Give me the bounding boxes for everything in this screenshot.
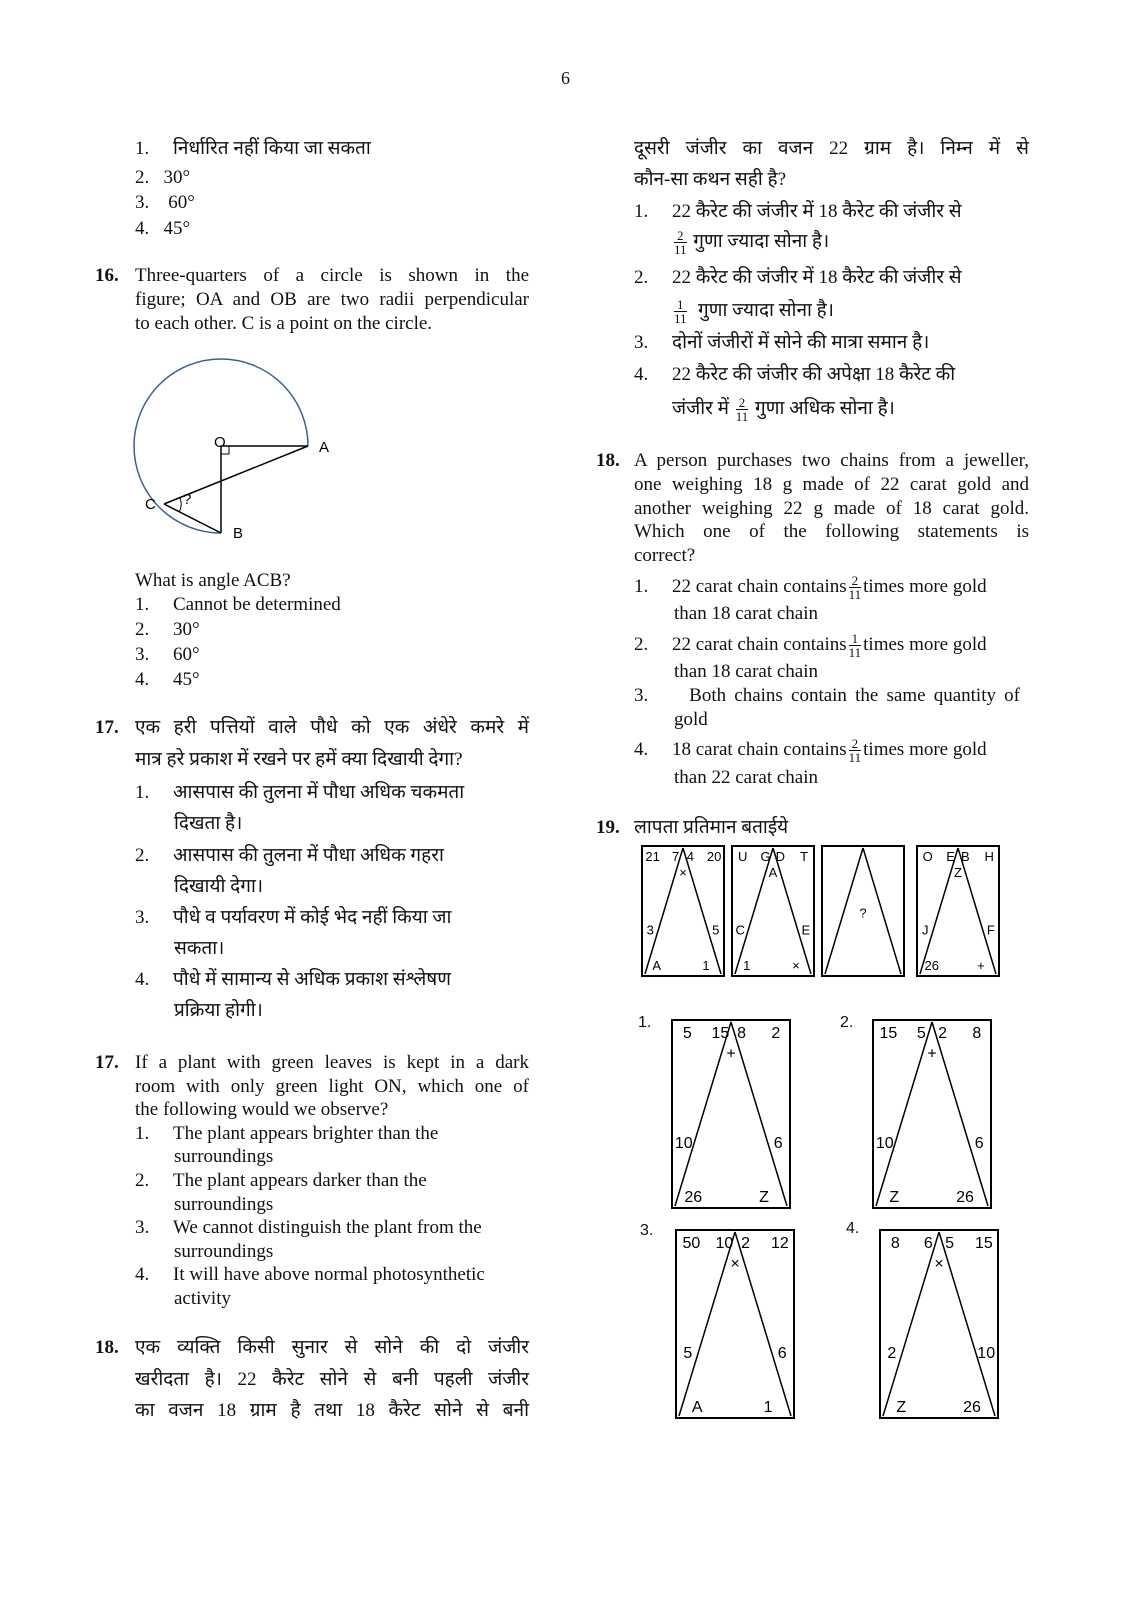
q19-option-box-4-mid-right: 10	[977, 1344, 996, 1362]
q19-question-box-2-top-mid-right: D	[775, 849, 786, 864]
q19-option-box-1-top-right: 2	[771, 1025, 781, 1042]
q18-en-option-3: 3. Both chains contain the same quantity of	[634, 685, 1021, 706]
q19-option-box-1-top-mid-left: 15	[711, 1025, 730, 1042]
q19-question-box-2-top-left: U	[737, 849, 748, 864]
q19-option-box-3-mid-right: 6	[777, 1344, 787, 1362]
q19-question-box-4-mark: Z	[954, 865, 962, 881]
q19-question-box-1-bottom-right: 1	[702, 958, 710, 973]
q18-en-option-1: 1. 22 carat chain contains $\frac{2}{11}$ times more gold	[634, 573, 987, 602]
q18-en-text-4: Which one of the following statements is	[634, 521, 1029, 542]
q19-option-box-3-top-left: 50	[682, 1235, 701, 1252]
q18-en-number: 18.	[596, 450, 620, 471]
q15-option-1: 1. निर्धारित नहीं किया जा सकता	[135, 138, 371, 159]
q18-hi-cont-text-1: दूसरी जंजीर का वजन 22 ग्राम है। निम्न में से	[634, 138, 1029, 159]
q19-option-box-2-bottom-left: Z	[889, 1189, 900, 1206]
q19-question-box-2-bottom-right: ×	[792, 958, 800, 973]
q19-question-box-1-mid-right: 5	[712, 922, 720, 938]
q17-en-option-3-cont: surroundings	[174, 1241, 274, 1262]
q19-option-box-4-bottom-left: Z	[896, 1399, 907, 1416]
q18-hi-number: 18.	[95, 1337, 119, 1358]
q19-question-box-1-top-mid-right: 4	[686, 849, 694, 864]
q16-question: What is angle ACB?	[135, 570, 291, 591]
q17-en-option-4-cont: activity	[174, 1288, 231, 1309]
q19-question-box-3-missing: ?	[859, 905, 867, 921]
q19-question-box-1-right-line	[683, 848, 721, 974]
q18-en-text-1: A person purchases two chains from a jeweller,	[634, 450, 1029, 471]
q16-option-4: 4. 45°	[135, 669, 200, 690]
q19-question-box-4-top-mid-right: B	[961, 849, 970, 864]
q17-en-option-2-cont: surroundings	[174, 1194, 274, 1215]
q19-option-box-1-right-line	[731, 1022, 787, 1206]
q17-hi-text-2: मात्र हरे प्रकाश में रखने पर हमें क्या दिखायी देगा?	[135, 749, 463, 770]
q18-hi-option-1-cont: $\frac{2}{11}$ गुणा ज्यादा सोना है।	[674, 228, 830, 257]
q16-option-2: 2. 30°	[135, 619, 200, 640]
q17-en-text-2: room with only green light ON, which one of	[135, 1076, 529, 1097]
q18-hi-option-2: 2. 22 कैरेट की जंजीर में 18 कैरेट की जंजीर से	[634, 267, 962, 288]
q18-en-text-2: one weighing 18 g made of 22 carat gold and	[634, 474, 1029, 495]
q19-option-box-3-bottom-right: 1	[763, 1399, 773, 1416]
q19-question-box-2-top-mid-left: G	[760, 849, 771, 864]
q19-option-box-4-top-right: 15	[974, 1235, 993, 1252]
q19-option-box-2-top-left: 15	[879, 1025, 898, 1042]
q19-option-box-2-bottom-right: 26	[956, 1189, 974, 1206]
q19-option-box-4-right-line	[939, 1232, 995, 1416]
q17-hi-option-2: 2. आसपास की तुलना में पौधा अधिक गहरा	[135, 845, 444, 866]
q18-en-option-2-cont: than 18 carat chain	[674, 661, 819, 682]
q19-question-box-4-bottom-right: +	[977, 958, 985, 973]
q18-hi-cont-text-2: कौन-सा कथन सही है?	[634, 169, 787, 190]
q16-circle-figure	[130, 355, 350, 555]
q19-option-box-4-bottom-right: 26	[963, 1399, 981, 1416]
q17-hi-option-4-cont: प्रक्रिया होगी।	[174, 1000, 263, 1021]
q19-option-box-2-right-line	[932, 1022, 988, 1206]
q19-option-label-2: 2.	[840, 1014, 854, 1031]
q18-en-option-2: 2. 22 carat chain contains $\frac{1}{11}$ times more gold	[634, 631, 987, 660]
q18-hi-option-4-cont: जंजीर में $\frac{2}{11}$ गुणा अधिक सोना है।	[672, 395, 895, 424]
q19-question-box-1-mid-left: 3	[646, 922, 654, 938]
q19-question-box-2-mid-left: C	[735, 922, 745, 938]
q19-option-box-3-mark: ×	[730, 1255, 740, 1273]
q19-option-box-2-top-mid-right: 2	[938, 1025, 948, 1042]
q16-option-3: 3. 60°	[135, 644, 200, 665]
q19-question-box-4-top-mid-left: E	[946, 849, 955, 864]
q18-hi-option-2-cont: $\frac{1}{11}$ गुणा ज्यादा सोना है।	[674, 297, 834, 326]
q15-option-3: 3. 60°	[135, 192, 195, 213]
q19-question-box-4-mid-left: J	[921, 922, 929, 938]
q18-en-option-4-cont: than 22 carat chain	[674, 767, 819, 788]
q19-option-box-3-right-line	[735, 1232, 791, 1416]
q17-hi-option-3: 3. पौधे व पर्यावरण में कोई भेद नहीं किया जा	[135, 907, 452, 928]
q17-hi-number: 17.	[95, 717, 119, 738]
q17-hi-option-4: 4. पौधे में सामान्य से अधिक प्रकाश संश्लेषण	[135, 969, 452, 990]
q18-hi-option-3: 3. दोनों जंजीरों में सोने की मात्रा समान है।	[634, 332, 930, 353]
q18-hi-option-1: 1. 22 कैरेट की जंजीर में 18 कैरेट की जंजीर से	[634, 201, 962, 222]
q19-question-box-1-left-line	[645, 848, 683, 974]
page-number: 6	[561, 68, 570, 88]
q16-text-2: figure; OA and OB are two radii perpendicular	[135, 289, 529, 310]
q19-text: लापता प्रतिमान बताईये	[634, 817, 789, 838]
q19-option-box-2-top-right: 8	[972, 1025, 982, 1042]
q19-question-box-1-top-left: 21	[645, 849, 660, 864]
q19-question-box-2-top-right: T	[800, 849, 809, 864]
q19-question-box-4-top-right: H	[984, 849, 994, 864]
q19-option-box-4-top-mid-right: 5	[945, 1235, 955, 1252]
q17-en-option-1: 1. The plant appears brighter than the	[135, 1123, 439, 1144]
q19-question-box-4-mid-right: F	[986, 922, 995, 938]
q18-hi-text-2: खरीदता है। 22 कैरेट सोने से बनी पहली जंजीर	[135, 1369, 529, 1390]
q19-option-box-2-left-line	[876, 1022, 932, 1206]
q19-option-box-1-left-line	[675, 1022, 731, 1206]
q19-option-box-3-top-mid-left: 10	[715, 1235, 734, 1252]
q19-pattern-figure	[630, 838, 1010, 1428]
q17-en-option-4: 4. It will have above normal photosynthetic	[135, 1264, 485, 1285]
q19-option-box-3-top-right: 12	[770, 1235, 789, 1252]
q17-en-option-3: 3. We cannot distinguish the plant from the	[135, 1217, 482, 1238]
q19-option-box-2-mid-left: 10	[875, 1134, 894, 1152]
q19-option-box-4-mid-left: 2	[887, 1344, 897, 1362]
q19-question-box-2-right-line	[773, 848, 811, 974]
label-b: B	[233, 525, 244, 542]
q18-en-option-4: 4. 18 carat chain contains $\frac{2}{11}$ times more gold	[634, 736, 987, 765]
q15-option-2: 2. 30°	[135, 167, 191, 188]
q18-en-text-5: correct?	[634, 545, 696, 566]
q19-option-box-1-bottom-left: 26	[684, 1189, 703, 1206]
q19-option-box-3-top-mid-right: 2	[741, 1235, 751, 1252]
q19-option-box-3-mid-left: 5	[683, 1344, 693, 1362]
q17-hi-option-1: 1. आसपास की तुलना में पौधा अधिक चकमता	[135, 782, 465, 803]
q19-option-box-1-top-left: 5	[682, 1025, 692, 1042]
q17-hi-option-2-cont: दिखायी देगा।	[174, 876, 264, 897]
q16-option-1: 1. Cannot be determined	[135, 594, 341, 615]
q18-en-text-3: another weighing 22 g made of 18 carat gold.	[634, 498, 1029, 519]
q17-hi-option-3-cont: सकता।	[174, 938, 225, 959]
q17-en-option-1-cont: surroundings	[174, 1146, 274, 1167]
q19-option-label-3: 3.	[640, 1222, 654, 1239]
q19-question-box-3-right-line	[863, 848, 901, 974]
label-c: C	[145, 496, 156, 513]
q16-text-1: Three-quarters of a circle is shown in the	[135, 265, 529, 286]
q18-hi-option-4: 4. 22 कैरेट की जंजीर की अपेक्षा 18 कैरेट की	[634, 364, 956, 385]
q16-text-3: to each other. C is a point on the circle.	[135, 313, 433, 334]
q19-option-box-4-left-line	[883, 1232, 939, 1416]
q19-option-box-2-mark: +	[927, 1045, 937, 1063]
q19-option-box-3-left-line	[679, 1232, 735, 1416]
q19-question-box-1-bottom-left: A	[652, 958, 662, 973]
q19-option-box-4-top-mid-left: 6	[923, 1235, 933, 1252]
q19-question-box-4-top-left: O	[922, 849, 933, 864]
q19-option-box-1-mark: +	[726, 1045, 736, 1063]
q19-option-box-1-bottom-right: Z	[759, 1189, 769, 1206]
q19-question-box-4-right-line	[958, 848, 996, 974]
q19-option-box-3-bottom-left: A	[691, 1399, 703, 1416]
q18-en-option-1-cont: than 18 carat chain	[674, 603, 819, 624]
q19-question-box-2-mid-right: E	[801, 922, 811, 938]
q19-option-box-4-top-left: 8	[890, 1235, 900, 1252]
q19-question-box-1-top-right: 20	[706, 849, 722, 864]
q19-question-box-1-top-mid-left: 7	[672, 849, 680, 864]
q19-option-label-4: 4.	[846, 1220, 860, 1237]
q19-question-box-3-left-line	[825, 848, 863, 974]
q19-option-label-1: 1.	[638, 1014, 652, 1031]
q15-option-4: 4. 45°	[135, 218, 191, 239]
label-o: O	[214, 434, 226, 451]
q19-question-box-4-bottom-left: 26	[924, 958, 939, 973]
q17-en-number: 17.	[95, 1052, 119, 1073]
q17-hi-text-1: एक हरी पत्तियों वाले पौधे को एक अंधेरे कमरे में	[135, 717, 529, 738]
q17-en-text-1: If a plant with green leaves is kept in a dark	[135, 1052, 529, 1073]
q19-number: 19.	[596, 817, 620, 838]
q17-hi-option-1-cont: दिखता है।	[174, 813, 243, 834]
q19-question-box-2-mark: A	[768, 865, 778, 881]
q19-question-box-1-mark: ×	[679, 865, 687, 881]
q19-option-box-1-mid-left: 10	[674, 1134, 693, 1152]
q18-hi-text-1: एक व्यक्ति किसी सुनार से सोने की दो जंजीर	[135, 1337, 529, 1358]
q18-hi-text-3: का वजन 18 ग्राम है तथा 18 कैरेट सोने से बनी	[135, 1400, 529, 1421]
q19-option-box-1-mid-right: 6	[773, 1134, 783, 1152]
q19-question-box-2-left-line	[735, 848, 773, 974]
q19-question-box-4-left-line	[920, 848, 958, 974]
q19-option-box-2-top-mid-left: 5	[916, 1025, 926, 1042]
label-angle: ?	[183, 491, 192, 508]
q16-number: 16.	[95, 265, 119, 286]
q19-option-box-2-mid-right: 6	[974, 1134, 984, 1152]
angle-arc	[179, 498, 181, 512]
q19-option-box-4-mark: ×	[934, 1255, 944, 1273]
label-a: A	[319, 439, 330, 456]
q19-option-box-1-top-mid-right: 8	[737, 1025, 747, 1042]
q17-en-text-3: the following would we observe?	[135, 1099, 389, 1120]
q18-en-option-3-cont: gold	[674, 709, 708, 730]
q19-question-box-2-bottom-left: 1	[743, 958, 751, 973]
q17-en-option-2: 2. The plant appears darker than the	[135, 1170, 427, 1191]
